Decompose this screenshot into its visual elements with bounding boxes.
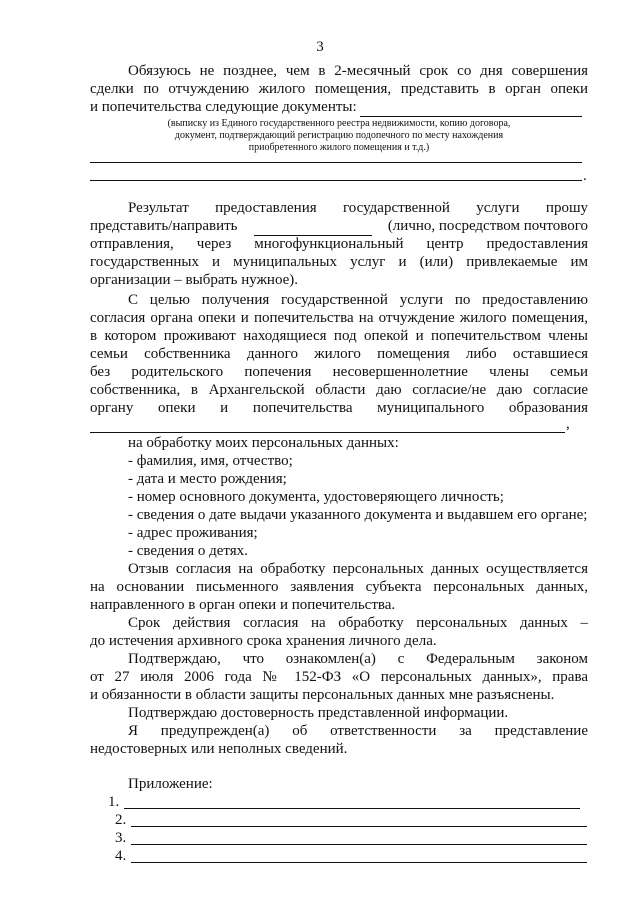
familiar-line-3: и обязанности в области защиты персональных данных мне разъяснены. [90,687,555,703]
documents-blank-line-1[interactable] [90,162,582,163]
pd-item: - сведения о детях. [128,543,248,559]
obligation-line-1: Обязуюсь не позднее, чем в 2-месячный срок со дня совершения [128,63,588,79]
obligation-line-end: . [583,168,587,184]
consent-line-6: собственника, в Архангельской области даю согласие/не даю согласие [90,382,588,398]
delivery-method-blank[interactable] [254,218,372,236]
consent-line-3: в котором проживают находящиеся под опекой и попечительством члены [90,328,588,344]
page-number: 3 [316,39,324,55]
obligation-line-2: сделки по отчуждению жилого помещения, представить в орган опеки [90,81,588,97]
obligation-hint-3: приобретенного жилого помещения и т.д.) [248,142,430,153]
result-line-5: организации – выбрать нужное). [90,272,299,288]
pd-item: - сведения о дате выдачи указанного документа и выдавшем его органе; [128,507,588,523]
familiar-line-2: от 27 июля 2006 года № 152-ФЗ «О персональных данных», права [90,669,588,685]
appendix-item-blank[interactable] [131,826,587,827]
municipality-blank-line[interactable] [90,432,565,433]
consent-line-9: на обработку моих персональных данных: [128,435,399,451]
documents-blank-line-2[interactable] [90,180,582,181]
warning-line-1: Я предупрежден(а) об ответственности за представление [128,723,588,739]
term-line-1: Срок действия согласия на обработку персональных данных – [128,615,588,631]
obligation-hint-1: (выписку из Единого государственного реестра недвижимости, копию договора, [167,118,511,129]
withdrawal-line-3: направленного в орган опеки и попечительства. [90,597,396,613]
appendix-item-number: 2. [115,812,127,828]
appendix-title: Приложение: [128,776,213,792]
result-line-2: представить/направить (лично, посредством почтового [90,218,588,234]
familiar-line-1: Подтверждаю, что ознакомлен(а) с Федеральным законом [128,651,588,667]
appendix-item-number: 4. [115,848,127,864]
result-line-1: Результат предоставления государственной услуги прошу [128,200,588,216]
obligation-line-3: и попечительства следующие документы: [90,99,582,117]
result-line-3: отправления, через многофункциональный центр предоставления [90,236,588,252]
term-line-2: до истечения архивного срока хранения личного дела. [90,633,437,649]
pd-item: - дата и место рождения; [128,471,287,487]
consent-line-7: органу опеки и попечительства муниципального образования [90,400,588,416]
appendix-item-blank[interactable] [131,862,587,863]
appendix-item-number: 1. [108,794,120,810]
consent-line-1: С целью получения государственной услуги по предоставлению [128,292,588,308]
result-line-4: государственных и муниципальных услуг и (или) привлекаемые им [90,254,588,270]
obligation-hint-2: документ, подтверждающий регистрацию подопечного по месту нахождения [174,130,504,141]
withdrawal-line-1: Отзыв согласия на обработку персональных данных осуществляется [128,561,588,577]
pd-item: - фамилия, имя, отчество; [128,453,293,469]
consent-line-8-end: , [566,416,570,432]
consent-line-4: семьи собственника данного жилого помещения либо оставшиеся [90,346,588,362]
documents-blank[interactable] [360,99,582,117]
consent-line-2: согласия органа опеки и попечительства на отчуждение жилого помещения, [90,310,588,326]
warning-line-2: недостоверных или неполных сведений. [90,741,348,757]
withdrawal-line-2: на основании письменного заявления субъекта персональных данных, [90,579,588,595]
appendix-item-number: 3. [115,830,127,846]
appendix-item-blank[interactable] [124,808,580,809]
appendix-item-blank[interactable] [131,844,587,845]
reliability-line: Подтверждаю достоверность представленной информации. [128,705,509,721]
pd-item: - адрес проживания; [128,525,258,541]
pd-item: - номер основного документа, удостоверяющего личность; [128,489,504,505]
consent-line-5: без родительского попечения несовершеннолетние члены семьи [90,364,588,380]
